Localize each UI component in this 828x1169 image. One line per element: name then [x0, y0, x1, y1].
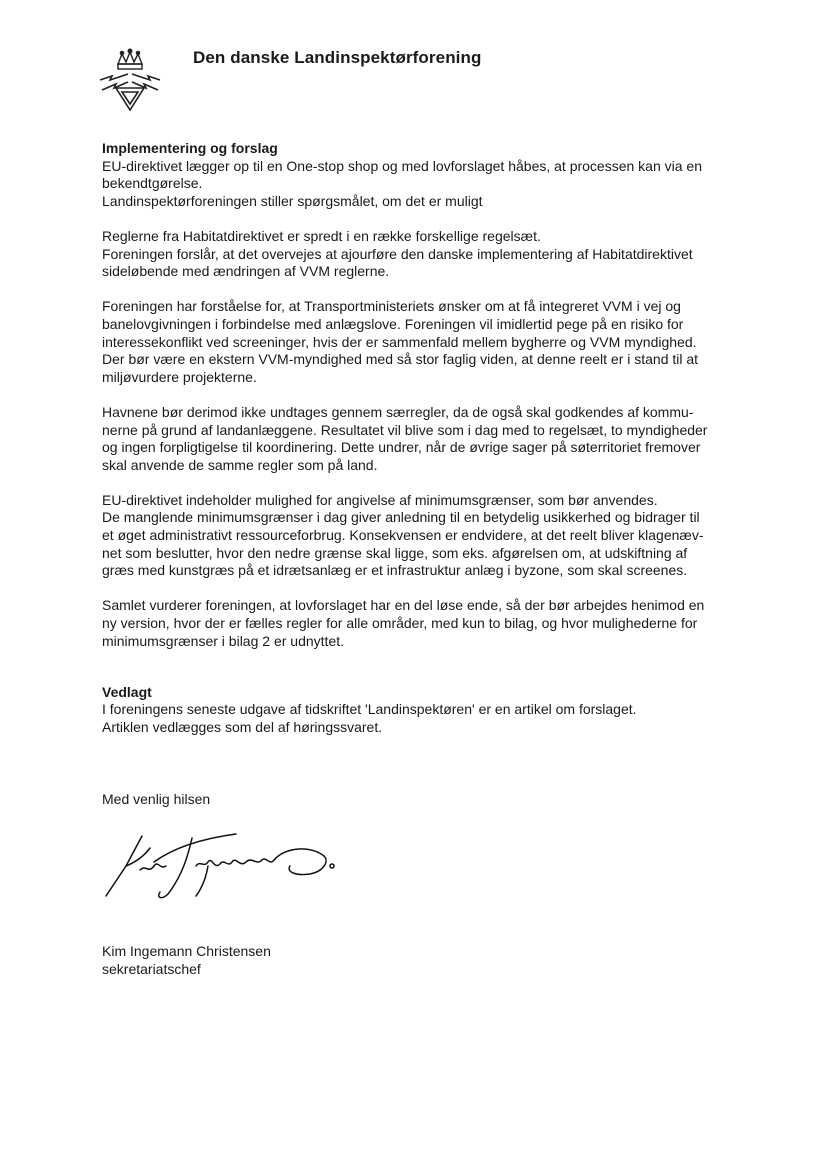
- paragraph-habitat: [102, 228, 772, 281]
- paragraph-summary: [102, 597, 772, 650]
- signature-icon: [96, 826, 346, 906]
- letter-body: [102, 140, 772, 737]
- text-line: ny version, hvor der er fælles regler for alle områder, med kun to bilag, og hvor mulighederne for: [102, 615, 698, 632]
- text-line: Foreningen forslår, at det overvejes at ajourføre den danske implementering af Habitatdirektivet: [102, 245, 693, 262]
- text-line: net som beslutter, hvor den nedre grænse skal ligge, som eks. afgørelsen om, at udskiftning af: [102, 544, 688, 561]
- text-line: græs med kunstgræs på et idrætsanlæg er et infrastruktur anlæg i byzone, som skal screenes.: [102, 562, 688, 579]
- text-line: og ingen forpligtigelse til koordinering. Dette undrer, når de øvrige sager på søterritoriet fremover: [102, 439, 701, 456]
- organization-logo-icon: [98, 44, 162, 116]
- text-line: Der bør være en ekstern VVM-myndighed med så stor faglig viden, at denne reelt er i stand til at: [102, 351, 699, 368]
- text-line: skal anvende de samme regler som på land.: [102, 456, 378, 473]
- text-line: Havnene bør derimod ikke undtages gennem særregler, da de også skal godkendes af kommu-: [102, 403, 694, 420]
- organization-name: Den danske Landinspektørforening: [193, 48, 482, 67]
- text-line: Foreningen har forståelse for, at Transportministeriets ønsker om at få integreret VVM i vej og: [102, 298, 681, 315]
- paragraph-transport: [102, 298, 772, 386]
- text-line: sideløbende med ændringen af VVM reglerne.: [102, 263, 390, 280]
- text-line: De manglende minimumsgrænser i dag giver anledning til en betydelig usikkerhed og bidrager til: [102, 509, 700, 526]
- signer-block: [102, 942, 271, 978]
- text-line: minimumsgrænser i bilag 2 er udnyttet.: [102, 632, 344, 649]
- signer-name: Kim Ingemann Christensen: [102, 943, 271, 959]
- text-line: nerne på grund af landanlæggene. Resultatet vil blive som i dag med to regelsæt, to myndigheder: [102, 421, 708, 438]
- paragraph-minimum-limits: [102, 492, 772, 580]
- text-line: bekendtgørelse.: [102, 175, 203, 192]
- section-heading: Vedlagt: [102, 683, 152, 700]
- signer-title: sekretariatschef: [102, 961, 201, 977]
- text-line: EU-direktivet indeholder mulighed for angivelse af minimumsgrænser, som bør anvendes.: [102, 491, 658, 508]
- section-implementation: [102, 140, 772, 210]
- text-line: interessekonflikt ved screeninger, hvis der er sammenfald mellem bygherre og VVM myndighed.: [102, 333, 697, 350]
- text-line: Artiklen vedlægges som del af høringssvaret.: [102, 719, 383, 735]
- text-line: banelovgivningen i forbindelse med anlægslove. Foreningen vil imidlertid pege på en risiko for: [102, 315, 684, 332]
- text-line: Landinspektørforeningen stiller spørgsmålet, om det er muligt: [102, 192, 483, 209]
- text-line: I foreningens seneste udgave af tidskriftet 'Landinspektøren' er en artikel om forslaget.: [102, 701, 637, 718]
- text-line: EU-direktivet lægger op til en One-stop shop og med lovforslaget håbes, at processen kan via en: [102, 157, 702, 174]
- section-heading: Implementering og forslag: [102, 140, 278, 156]
- closing-greeting: Med venlig hilsen: [102, 791, 211, 807]
- text-line: Samlet vurderer foreningen, at lovforslaget har en del løse ende, så der bør arbejdes henimod en: [102, 597, 705, 614]
- text-line: miljøvurdere projekterne.: [102, 368, 257, 385]
- paragraph-harbours: [102, 404, 772, 474]
- section-attached: [102, 684, 772, 737]
- text-line: et øget administrativt ressourceforbrug. Konsekvensen er endvidere, at det reelt bliver klagenæv-: [102, 527, 704, 544]
- text-line: Reglerne fra Habitatdirektivet er spredt i en række forskellige regelsæt.: [102, 227, 541, 244]
